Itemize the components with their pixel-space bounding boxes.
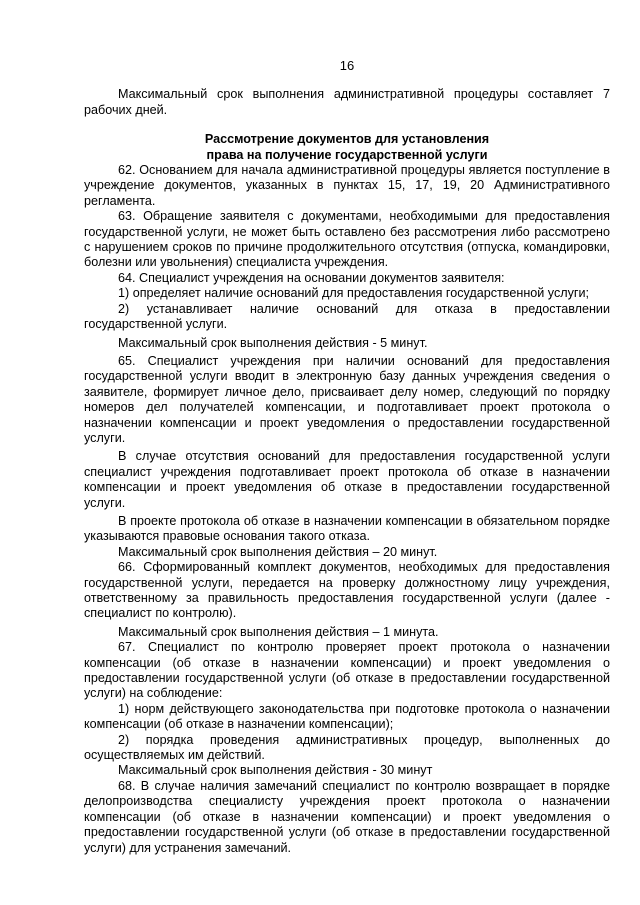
section-title-line-1: Рассмотрение документов для установления — [204, 132, 490, 147]
paragraph-68: 68. В случае наличия замечаний специалист по контролю возвращает в порядке делопроизводства специалисту учреждения проект протокола о назначении компенсации (об отказе в назначении компенсации) и проект уведомления о предоставлении государственной услуги (об отказе в предоставлении государственной услуги) для устранения замечаний. — [84, 778, 610, 855]
deadline-5-min: Максимальный срок выполнения действия - 5 минут. — [118, 335, 428, 350]
deadline-20-min: Максимальный срок выполнения действия – 20 минут. — [118, 544, 438, 559]
paragraph-65: 65. Специалист учреждения при наличии оснований для предоставления государственной услуги вводит в электронную базу данных учреждения сведения о заявителе, формирует личное дело, присваивает делу номер, следующий по порядку номеров дел получателей компенсации, и подготавливает проект протокола о назначении компенсации и проект уведомления о предоставлении государственной услуги. — [84, 353, 610, 445]
paragraph-67-item-2: 2) порядка проведения административных процедур, выполненных до осуществляемых им действий. — [84, 732, 610, 763]
paragraph-64-item-1: 1) определяет наличие оснований для предоставления государственной услуги; — [118, 286, 590, 301]
paragraph-64-item-2: 2) устанавливает наличие оснований для отказа в предоставлении государственной услуги. — [84, 301, 610, 332]
paragraph-63: 63. Обращение заявителя с документами, необходимыми для предоставления государственной услуги, не может быть оставлено без рассмотрения либо рассмотрено с нарушением сроков по причине продолжительного отсутствия (отпуска, командировки, болезни или увольнения) специалиста учреждения. — [84, 209, 610, 270]
deadline-30-min: Максимальный срок выполнения действия - 30 минут — [118, 763, 433, 778]
page-number: 16 — [339, 58, 355, 73]
deadline-1-min: Максимальный срок выполнения действия – 1 минута. — [118, 624, 439, 639]
intro-paragraph: Максимальный срок выполнения административной процедуры составляет 7 рабочих дней. — [84, 87, 610, 117]
paragraph-65-legal-grounds: В проекте протокола об отказе в назначении компенсации в обязательном порядке указываются правовые основания такого отказа. — [84, 513, 610, 544]
paragraph-65-refusal: В случае отсутствия оснований для предоставления государственной услуги специалист учреждения подготавливает проект протокола об отказе в назначении компенсации и проект уведомления об отказе в предоставлении государственной услуги. — [84, 449, 610, 510]
paragraph-66: 66. Сформированный комплект документов, необходимых для предоставления государственной услуги, передается на проверку должностному лицу учреждения, ответственному за правильность предоставления государственной услуги (далее - специалист по контролю). — [84, 560, 610, 621]
paragraph-67: 67. Специалист по контролю проверяет проект протокола о назначении компенсации (об отказе в назначении компенсации) и проект уведомления о предоставлении государственной услуги (об отказе в предоставлении государственной услуги) на соблюдение: — [84, 640, 610, 701]
paragraph-67-item-1: 1) норм действующего законодательства при подготовке протокола о назначении компенсации (об отказе в назначении компенсации); — [84, 701, 610, 732]
section-title-line-2: права на получение государственной услуги — [206, 147, 488, 162]
paragraph-64: 64. Специалист учреждения на основании документов заявителя: — [118, 270, 505, 285]
paragraph-62: 62. Основанием для начала административной процедуры является поступление в учреждение документов, указанных в пунктах 15, 17, 19, 20 Административного регламента. — [84, 163, 610, 208]
